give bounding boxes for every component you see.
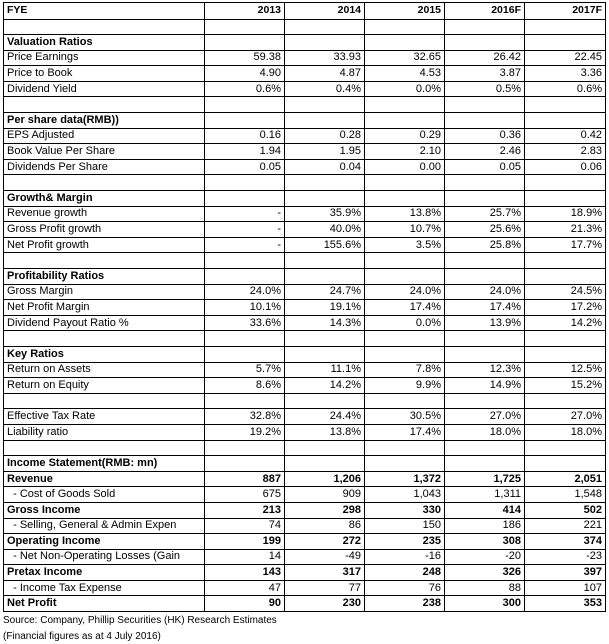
row-net-profit [4, 596, 606, 612]
empty-cell [525, 269, 606, 285]
row-label: Dividends Per Share [4, 159, 205, 175]
section-heading-row [4, 269, 606, 285]
spacer-row [4, 393, 606, 409]
value-cell: 12.3% [445, 362, 525, 378]
section-heading: Income Statement(RMB: mn) [4, 456, 205, 472]
value-cell: 675 [205, 487, 285, 503]
header-row [4, 3, 606, 20]
empty-cell [525, 175, 606, 191]
empty-cell [525, 393, 606, 409]
value-cell: 502 [525, 502, 606, 518]
empty-cell [205, 191, 285, 207]
header-year: 2017F [525, 3, 606, 20]
row-label: Pretax Income [4, 565, 205, 581]
header-year: 2014 [285, 3, 365, 20]
value-cell: 107 [525, 580, 606, 596]
empty-cell [525, 331, 606, 347]
value-cell: 10.1% [205, 300, 285, 316]
value-cell: 0.00 [365, 159, 445, 175]
value-cell: 0.04 [285, 159, 365, 175]
financial-table [3, 2, 606, 612]
value-cell: 0.4% [285, 81, 365, 97]
source-note: Source: Company, Phillip Securities (HK) Research Estimates [3, 615, 277, 626]
value-cell: 32.65 [365, 50, 445, 66]
section-heading-row [4, 191, 606, 207]
row-price-earnings [4, 50, 606, 66]
empty-cell [285, 269, 365, 285]
value-cell: 76 [365, 580, 445, 596]
empty-cell [205, 35, 285, 51]
value-cell: 9.9% [365, 378, 445, 394]
value-cell: 1,043 [365, 487, 445, 503]
value-cell: 272 [285, 534, 365, 550]
section-heading: Valuation Ratios [4, 35, 205, 51]
empty-cell [285, 331, 365, 347]
spacer-row [4, 97, 606, 113]
row-gross-profit-growth [4, 222, 606, 238]
empty-cell [285, 440, 365, 456]
row-label: - Selling, General & Admin Expen [4, 518, 205, 534]
empty-cell [205, 253, 285, 269]
value-cell: 32.8% [205, 409, 285, 425]
value-cell: 18.0% [445, 424, 525, 440]
empty-cell [4, 440, 205, 456]
value-cell: 13.8% [285, 424, 365, 440]
empty-cell [365, 346, 445, 362]
empty-cell [525, 113, 606, 129]
section-heading-row [4, 346, 606, 362]
value-cell: - [205, 237, 285, 253]
value-cell: 150 [365, 518, 445, 534]
value-cell: 77 [285, 580, 365, 596]
row-operating-income [4, 534, 606, 550]
value-cell: 0.6% [205, 81, 285, 97]
value-cell: 326 [445, 565, 525, 581]
value-cell: 13.8% [365, 206, 445, 222]
spacer-row [4, 19, 606, 35]
value-cell: 221 [525, 518, 606, 534]
row-price-to-book [4, 66, 606, 82]
value-cell: 397 [525, 565, 606, 581]
value-cell: 21.3% [525, 222, 606, 238]
empty-cell [205, 393, 285, 409]
row-net-profit-margin [4, 300, 606, 316]
row-label: Liability ratio [4, 424, 205, 440]
empty-cell [285, 456, 365, 472]
row-label: Gross Profit growth [4, 222, 205, 238]
value-cell: 18.0% [525, 424, 606, 440]
row-dividend-yield [4, 81, 606, 97]
header-label: FYE [4, 3, 205, 20]
value-cell: 17.2% [525, 300, 606, 316]
empty-cell [365, 19, 445, 35]
row-label: - Cost of Goods Sold [4, 487, 205, 503]
value-cell: 24.7% [285, 284, 365, 300]
section-heading-row [4, 35, 606, 51]
empty-cell [285, 393, 365, 409]
empty-cell [365, 331, 445, 347]
value-cell: -16 [365, 549, 445, 565]
empty-cell [445, 35, 525, 51]
value-cell: 90 [205, 596, 285, 612]
row-label: Revenue growth [4, 206, 205, 222]
row-dividend-payout-ratio [4, 315, 606, 331]
date-note: (Financial figures as at 4 July 2016) [3, 631, 161, 642]
section-heading: Key Ratios [4, 346, 205, 362]
value-cell: 230 [285, 596, 365, 612]
value-cell: 2,051 [525, 471, 606, 487]
value-cell: 0.42 [525, 128, 606, 144]
row-revenue [4, 471, 606, 487]
empty-cell [205, 269, 285, 285]
empty-cell [445, 113, 525, 129]
row-eps-adjusted [4, 128, 606, 144]
row-net-non-operating-losses-gain [4, 549, 606, 565]
value-cell: 887 [205, 471, 285, 487]
value-cell: 1,725 [445, 471, 525, 487]
row-liability-ratio [4, 424, 606, 440]
empty-cell [365, 269, 445, 285]
value-cell: 33.93 [285, 50, 365, 66]
value-cell: 18.9% [525, 206, 606, 222]
row-label: Net Profit growth [4, 237, 205, 253]
value-cell: 19.2% [205, 424, 285, 440]
value-cell: 414 [445, 502, 525, 518]
row-return-on-equity [4, 378, 606, 394]
empty-cell [365, 456, 445, 472]
value-cell: 0.29 [365, 128, 445, 144]
value-cell: 1.94 [205, 144, 285, 160]
value-cell: 1.95 [285, 144, 365, 160]
row-selling-general-admin-expen [4, 518, 606, 534]
empty-cell [365, 440, 445, 456]
value-cell: 298 [285, 502, 365, 518]
empty-cell [445, 346, 525, 362]
empty-cell [205, 456, 285, 472]
empty-cell [525, 191, 606, 207]
row-pretax-income [4, 565, 606, 581]
section-heading: Profitability Ratios [4, 269, 205, 285]
header-year: 2015 [365, 3, 445, 20]
spacer-row [4, 440, 606, 456]
value-cell: 4.53 [365, 66, 445, 82]
value-cell: 35.9% [285, 206, 365, 222]
value-cell: 25.8% [445, 237, 525, 253]
row-label: Book Value Per Share [4, 144, 205, 160]
section-heading-row [4, 113, 606, 129]
value-cell: 248 [365, 565, 445, 581]
value-cell: 0.05 [205, 159, 285, 175]
value-cell: - [205, 222, 285, 238]
empty-cell [525, 19, 606, 35]
value-cell: 3.5% [365, 237, 445, 253]
value-cell: 17.4% [365, 424, 445, 440]
row-label: Net Profit [4, 596, 205, 612]
value-cell: 0.36 [445, 128, 525, 144]
empty-cell [205, 97, 285, 113]
value-cell: 0.06 [525, 159, 606, 175]
empty-cell [205, 113, 285, 129]
empty-cell [445, 191, 525, 207]
value-cell: 13.9% [445, 315, 525, 331]
value-cell: 909 [285, 487, 365, 503]
value-cell: 14 [205, 549, 285, 565]
value-cell: 300 [445, 596, 525, 612]
row-revenue-growth [4, 206, 606, 222]
row-return-on-assets [4, 362, 606, 378]
empty-cell [285, 35, 365, 51]
empty-cell [4, 393, 205, 409]
empty-cell [365, 113, 445, 129]
value-cell: - [205, 206, 285, 222]
row-label: Effective Tax Rate [4, 409, 205, 425]
row-gross-margin [4, 284, 606, 300]
row-label: Revenue [4, 471, 205, 487]
empty-cell [205, 346, 285, 362]
row-label: - Net Non-Operating Losses (Gain [4, 549, 205, 565]
empty-cell [205, 440, 285, 456]
row-book-value-per-share [4, 144, 606, 160]
value-cell: 0.05 [445, 159, 525, 175]
row-label: Price Earnings [4, 50, 205, 66]
empty-cell [285, 19, 365, 35]
empty-cell [285, 253, 365, 269]
value-cell: 2.46 [445, 144, 525, 160]
empty-cell [365, 175, 445, 191]
value-cell: 8.6% [205, 378, 285, 394]
value-cell: 17.4% [445, 300, 525, 316]
value-cell: 24.4% [285, 409, 365, 425]
value-cell: 0.0% [365, 315, 445, 331]
value-cell: 0.0% [365, 81, 445, 97]
value-cell: 4.90 [205, 66, 285, 82]
empty-cell [365, 35, 445, 51]
empty-cell [205, 19, 285, 35]
row-label: Gross Income [4, 502, 205, 518]
row-dividends-per-share [4, 159, 606, 175]
row-label: Operating Income [4, 534, 205, 550]
value-cell: 40.0% [285, 222, 365, 238]
value-cell: 88 [445, 580, 525, 596]
row-gross-income [4, 502, 606, 518]
row-label: Net Profit Margin [4, 300, 205, 316]
section-heading: Growth& Margin [4, 191, 205, 207]
value-cell: 374 [525, 534, 606, 550]
row-label: Dividend Payout Ratio % [4, 315, 205, 331]
value-cell: 317 [285, 565, 365, 581]
section-heading: Per share data(RMB)) [4, 113, 205, 129]
empty-cell [525, 346, 606, 362]
value-cell: 3.36 [525, 66, 606, 82]
empty-cell [445, 456, 525, 472]
value-cell: 47 [205, 580, 285, 596]
empty-cell [525, 456, 606, 472]
value-cell: 24.5% [525, 284, 606, 300]
value-cell: 2.10 [365, 144, 445, 160]
empty-cell [285, 97, 365, 113]
value-cell: 199 [205, 534, 285, 550]
value-cell: 24.0% [445, 284, 525, 300]
empty-cell [205, 331, 285, 347]
value-cell: 2.83 [525, 144, 606, 160]
value-cell: 0.16 [205, 128, 285, 144]
row-cost-of-goods-sold [4, 487, 606, 503]
value-cell: 1,372 [365, 471, 445, 487]
value-cell: 27.0% [525, 409, 606, 425]
value-cell: 26.42 [445, 50, 525, 66]
value-cell: 308 [445, 534, 525, 550]
value-cell: 14.2% [285, 378, 365, 394]
empty-cell [4, 253, 205, 269]
empty-cell [445, 331, 525, 347]
empty-cell [285, 113, 365, 129]
value-cell: 186 [445, 518, 525, 534]
row-label: Return on Equity [4, 378, 205, 394]
empty-cell [365, 393, 445, 409]
header-year: 2016F [445, 3, 525, 20]
spacer-row [4, 253, 606, 269]
row-income-tax-expense [4, 580, 606, 596]
row-label: Gross Margin [4, 284, 205, 300]
value-cell: 353 [525, 596, 606, 612]
value-cell: 12.5% [525, 362, 606, 378]
row-label: - Income Tax Expense [4, 580, 205, 596]
empty-cell [525, 253, 606, 269]
value-cell: 4.87 [285, 66, 365, 82]
empty-cell [525, 440, 606, 456]
value-cell: -20 [445, 549, 525, 565]
section-heading-row [4, 456, 606, 472]
value-cell: 27.0% [445, 409, 525, 425]
value-cell: 19.1% [285, 300, 365, 316]
value-cell: 155.6% [285, 237, 365, 253]
empty-cell [445, 19, 525, 35]
empty-cell [445, 253, 525, 269]
header-year: 2013 [205, 3, 285, 20]
value-cell: 25.6% [445, 222, 525, 238]
value-cell: 24.0% [365, 284, 445, 300]
empty-cell [445, 393, 525, 409]
empty-cell [4, 175, 205, 191]
empty-cell [4, 97, 205, 113]
value-cell: 3.87 [445, 66, 525, 82]
value-cell: 0.5% [445, 81, 525, 97]
empty-cell [285, 346, 365, 362]
value-cell: 10.7% [365, 222, 445, 238]
value-cell: 1,311 [445, 487, 525, 503]
empty-cell [285, 191, 365, 207]
row-label: Price to Book [4, 66, 205, 82]
row-effective-tax-rate [4, 409, 606, 425]
value-cell: 238 [365, 596, 445, 612]
value-cell: 235 [365, 534, 445, 550]
value-cell: 17.4% [365, 300, 445, 316]
row-label: Dividend Yield [4, 81, 205, 97]
value-cell: 14.9% [445, 378, 525, 394]
value-cell: 59.38 [205, 50, 285, 66]
empty-cell [4, 19, 205, 35]
value-cell: 74 [205, 518, 285, 534]
value-cell: 30.5% [365, 409, 445, 425]
empty-cell [525, 97, 606, 113]
value-cell: 24.0% [205, 284, 285, 300]
value-cell: 25.7% [445, 206, 525, 222]
empty-cell [445, 97, 525, 113]
value-cell: 33.6% [205, 315, 285, 331]
row-net-profit-growth [4, 237, 606, 253]
empty-cell [445, 440, 525, 456]
value-cell: 15.2% [525, 378, 606, 394]
empty-cell [205, 175, 285, 191]
value-cell: 1,548 [525, 487, 606, 503]
empty-cell [525, 35, 606, 51]
value-cell: 14.3% [285, 315, 365, 331]
value-cell: 86 [285, 518, 365, 534]
value-cell: 7.8% [365, 362, 445, 378]
empty-cell [365, 97, 445, 113]
empty-cell [285, 175, 365, 191]
value-cell: 143 [205, 565, 285, 581]
value-cell: -49 [285, 549, 365, 565]
row-label: Return on Assets [4, 362, 205, 378]
row-label: EPS Adjusted [4, 128, 205, 144]
value-cell: 17.7% [525, 237, 606, 253]
value-cell: 213 [205, 502, 285, 518]
spacer-row [4, 175, 606, 191]
value-cell: 22.45 [525, 50, 606, 66]
value-cell: 1,206 [285, 471, 365, 487]
value-cell: 0.28 [285, 128, 365, 144]
value-cell: -23 [525, 549, 606, 565]
value-cell: 5.7% [205, 362, 285, 378]
empty-cell [4, 331, 205, 347]
empty-cell [365, 253, 445, 269]
value-cell: 0.6% [525, 81, 606, 97]
empty-cell [445, 269, 525, 285]
value-cell: 14.2% [525, 315, 606, 331]
value-cell: 11.1% [285, 362, 365, 378]
value-cell: 330 [365, 502, 445, 518]
spacer-row [4, 331, 606, 347]
empty-cell [445, 175, 525, 191]
empty-cell [365, 191, 445, 207]
